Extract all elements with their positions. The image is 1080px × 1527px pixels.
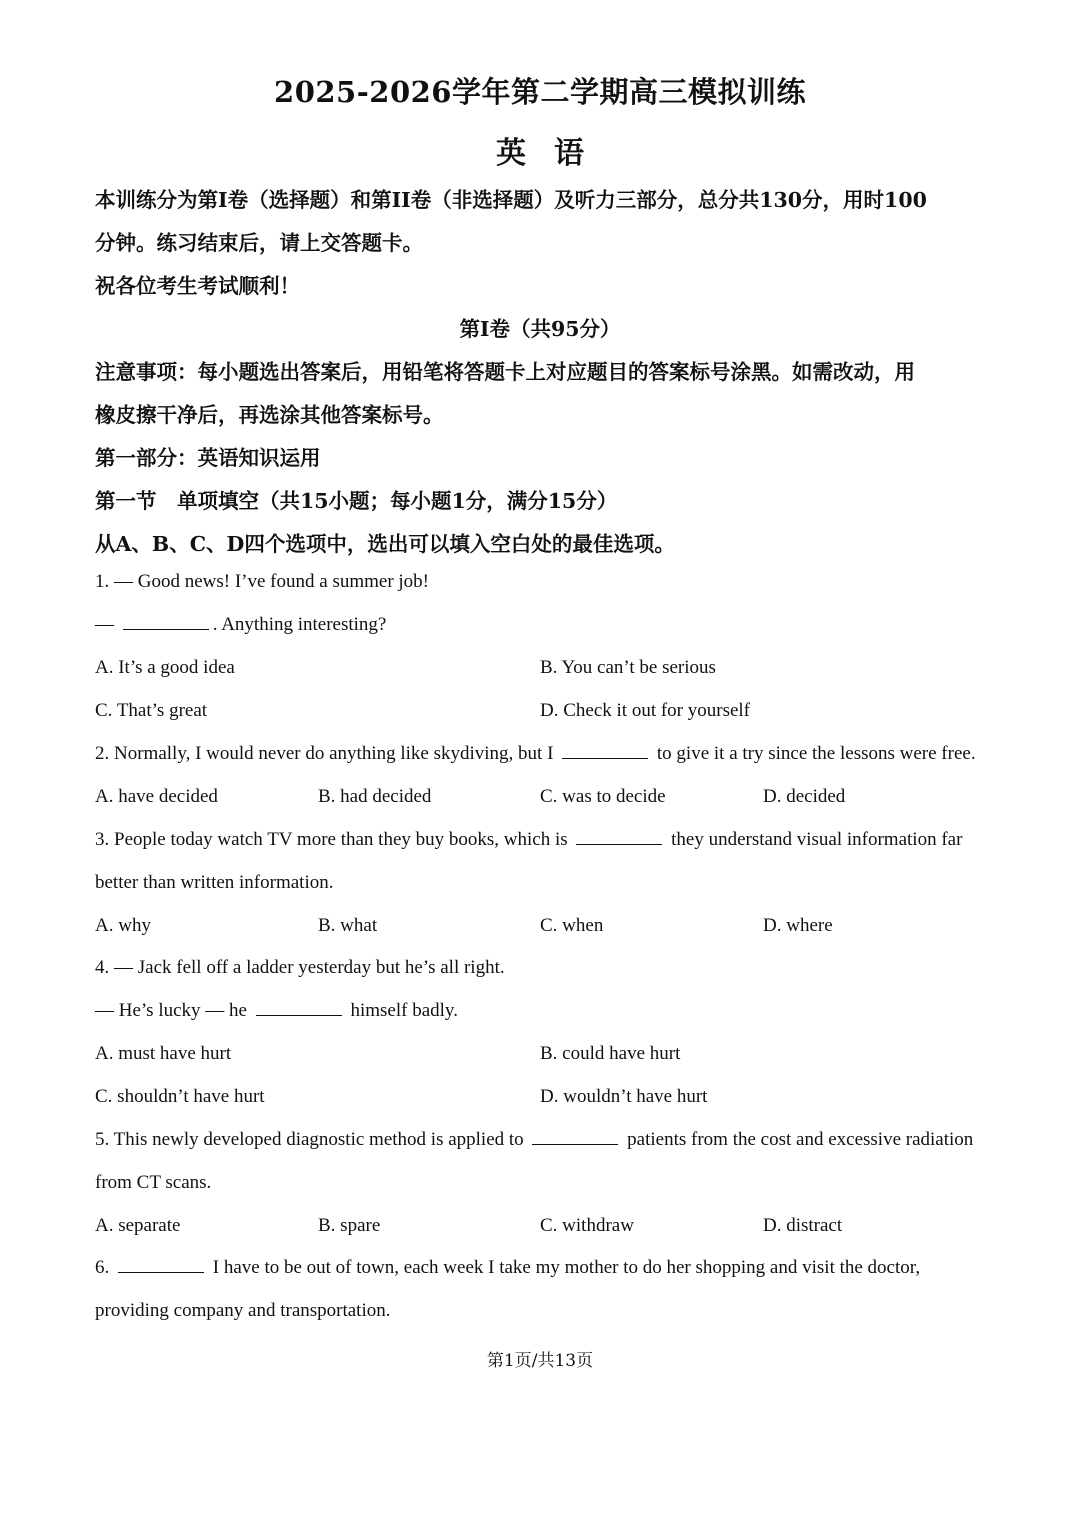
q5-option-a: A. separate: [95, 1215, 181, 1236]
notice-line-2: 橡皮擦干净后，再选涂其他答案标号。: [95, 403, 444, 427]
question-5-continued: from CT scans.: [95, 1172, 212, 1193]
answer-blank: [118, 1258, 204, 1273]
intro-line-2: 分钟。练习结束后，请上交答题卡。: [95, 231, 423, 255]
q1-text-post: . Anything interesting?: [212, 614, 387, 635]
q4-text-post: himself badly.: [345, 1000, 458, 1021]
q3-option-a: A. why: [95, 915, 151, 936]
q3-option-c: C. when: [540, 915, 604, 936]
q2-option-a: A. have decided: [95, 786, 218, 807]
page-number: 第1页/共13页: [486, 1351, 594, 1371]
answer-blank: [123, 615, 209, 630]
subject-title: 英语: [496, 136, 612, 171]
answer-blank: [532, 1130, 618, 1145]
q5-text-pre: 5. This newly developed diagnostic method is applied to: [95, 1129, 529, 1150]
q1-option-d: D. Check it out for yourself: [540, 700, 751, 721]
q2-option-d: D. decided: [763, 786, 846, 807]
q2-option-b: B. had decided: [318, 786, 432, 807]
question-5: [95, 1129, 973, 1151]
q4-text-pre: — He’s lucky — he: [95, 1000, 252, 1021]
q2-text-post: to give it a try since the lessons were free.: [652, 743, 976, 764]
instruction-text: 从A、B、C、D四个选项中，选出可以填入空白处的最佳选项。: [95, 532, 675, 556]
q1-option-c: C. That’s great: [95, 700, 208, 721]
answer-blank: [256, 1001, 342, 1016]
question-4-line-a: 4. — Jack fell off a ladder yesterday but he’s all right.: [95, 957, 505, 978]
q4-option-b: B. could have hurt: [540, 1043, 681, 1064]
wish-text: 祝各位考生考试顺利！: [95, 274, 300, 298]
q4-option-a: A. must have hurt: [95, 1043, 232, 1064]
question-1-line-a: 1. — Good news! I’ve found a summer job!: [95, 571, 430, 592]
question-2: [95, 743, 976, 765]
q2-text-pre: 2. Normally, I would never do anything like skydiving, but I: [95, 743, 559, 764]
q5-option-c: C. withdraw: [540, 1215, 634, 1236]
q6-text-pre: 6.: [95, 1257, 114, 1278]
q1-option-b: B. You can’t be serious: [540, 657, 716, 678]
notice-line-1: 注意事项：每小题选出答案后，用铅笔将答题卡上对应题目的答案标号涂黑。如需改动，用: [95, 360, 915, 384]
q1-option-a: A. It’s a good idea: [95, 657, 235, 678]
question-3-continued: better than written information.: [95, 872, 334, 893]
q5-option-d: D. distract: [763, 1215, 843, 1236]
q3-text-pre: 3. People today watch TV more than they buy books, which is: [95, 829, 573, 850]
question-1-line-b: [95, 614, 386, 636]
section-heading: 第一节 单项填空（共15小题；每小题1分，满分15分）: [95, 489, 618, 513]
q4-option-d: D. wouldn’t have hurt: [540, 1086, 708, 1107]
part-heading: 第一部分：英语知识运用: [95, 446, 321, 470]
question-6-continued: providing company and transportation.: [95, 1300, 391, 1321]
q3-option-d: D. where: [763, 915, 833, 936]
q5-text-post: patients from the cost and excessive radiation: [622, 1129, 974, 1150]
q6-text-post: I have to be out of town, each week I take my mother to do her shopping and visit the doctor,: [208, 1257, 921, 1278]
q5-option-b: B. spare: [318, 1215, 381, 1236]
q1-text-pre: —: [95, 614, 119, 635]
question-6: [95, 1257, 920, 1279]
question-3: [95, 829, 962, 851]
intro-line-1: 本训练分为第I卷（选择题）和第II卷（非选择题）及听力三部分，总分共130分，用时100: [95, 188, 927, 212]
volume-title: 第I卷（共95分）: [459, 317, 621, 341]
answer-blank: [562, 744, 648, 759]
answer-blank: [576, 830, 662, 845]
q3-text-post: they understand visual information far: [666, 829, 963, 850]
exam-title: 2025-2026学年第二学期高三模拟训练: [274, 75, 806, 109]
q2-option-c: C. was to decide: [540, 786, 666, 807]
q4-option-c: C. shouldn’t have hurt: [95, 1086, 265, 1107]
question-4-line-b: [95, 1000, 458, 1022]
q3-option-b: B. what: [318, 915, 378, 936]
